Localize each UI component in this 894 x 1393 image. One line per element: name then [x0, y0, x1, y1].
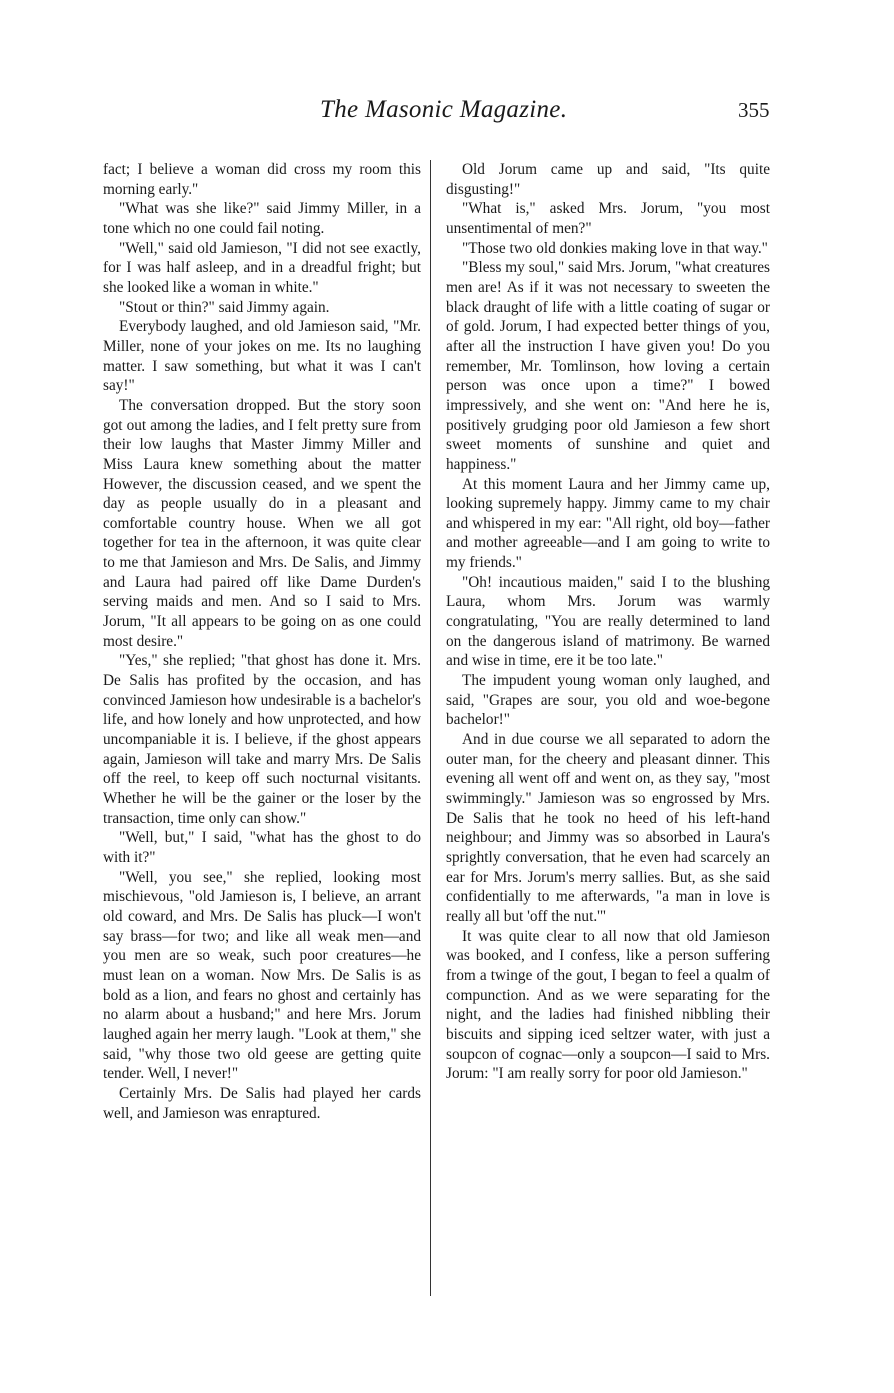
magazine-title: The Masonic Magazine.: [320, 96, 568, 123]
page-number: 355: [738, 98, 770, 122]
paragraph: Everybody laughed, and old Jamieson said, "Mr. Miller, none of your jokes on me. Its no laughing matter. I saw something, but what it was I can't say!": [103, 318, 421, 395]
paragraph: "Stout or thin?" said Jimmy again.: [119, 298, 330, 316]
paragraph: The impudent young woman only laughed, and said, "Grapes are sour, you old and woe-begone bachelor!": [446, 672, 770, 729]
paragraph: The conversation dropped. But the story soon got out among the ladies, and I felt pretty sure from their low laughs that Master Jimmy Miller and Miss Laura knew something about the matter However, the discussion ceased, and we spent the day as people usually do in a pleasant and comfortable country house. When we all got together for tea in the afternoon, it was quite clear to me that Jamieson and Mrs. De Salis, and Jimmy and Laura had paired off like Dame Durden's serving maids and men. And so I said to Mrs. Jorum, "It all appears to be going on as one could most desire.": [103, 396, 421, 650]
paragraph: "Yes," she replied; "that ghost has done it. Mrs. De Salis has profited by the occasion, and has convinced Jamieson how undesirable is a bachelor's life, and how lonely and how unprotected, and how uncompaniable it is. I believe, if the ghost appears again, Jamieson will take and marry Mrs. De Salis off the reel, to keep off such nocturnal visitants. Whether he will be the gainer or the loser by the transaction, time only can show.": [103, 652, 421, 827]
paragraph: "What was she like?" said Jimmy Miller, in a tone which no one could fail noting.: [103, 200, 421, 237]
paragraph: At this moment Laura and her Jimmy came up, looking supremely happy. Jimmy came to my chair and whispered in my ear: "All right, old boy—father and mother agreeable—and I am going to write to my friends.": [446, 475, 770, 572]
paragraph: "What is," asked Mrs. Jorum, "you most unsentimental of men?": [446, 200, 770, 237]
column-divider: [430, 160, 431, 1296]
left-column: [103, 160, 421, 1123]
paragraph: Certainly Mrs. De Salis had played her cards well, and Jamieson was enraptured.: [103, 1084, 421, 1122]
paragraph: Old Jorum came up and said, "Its quite disgusting!": [446, 161, 770, 198]
right-column: [446, 160, 770, 1084]
paragraph: "Well, you see," she replied, looking most mischievous, "old Jamieson is, I believe, an arrant old coward, and Mrs. De Salis has pluck—I won't say brass—for two; and like all weak men—and you men are so weak, such poor creatures—he must lean on a woman. Now Mrs. De Salis is as bold as a lion, and fears no ghost and certainly has no alarm about a husband;" and here Mrs. Jorum laughed again her merry laugh. "Look at them," she said, "why those two old geese are getting quite tender. Well, I never!": [103, 868, 421, 1083]
paragraph: "Those two old donkies making love in that way.": [462, 239, 768, 257]
paragraph: "Oh! incautious maiden," said I to the blushing Laura, whom Mrs. Jorum was warmly congratulating, "You are really determined to land on the dangerous island of matrimony. Be warned and wise in time, ere it be too late.": [446, 573, 770, 670]
paragraph: "Bless my soul," said Mrs. Jorum, "what creatures men are! As if it was not necessary to sweeten the black draught of life with a little coating of sugar or of gold. Jorum, I had expected better things of you, after all the instruction I have given you! Do you remember, Mr. Tomlinson, how loving a certain person was once upon a time?" I bowed impressively, and she went on: "And here he is, positively grudging poor old Jamieson a few short sweet moments of sunshine and quiet and happiness.": [446, 259, 770, 473]
running-header: [0, 96, 894, 136]
paragraph: And in due course we all separated to adorn the outer man, for the cheery and pleasant dinner. This evening all went off and went on, as they say, "most swimmingly." Jamieson was so engrossed by Mrs. De Salis that he took no heed of his left-hand neighbour; and Jimmy was so absorbed in Laura's sprightly conversation, that he even had scarcely an ear for Mrs. Jorum's merry sallies. But, as she said confidentially to me afterwards, "a man in love is really all but 'off the nut.'": [446, 731, 770, 925]
paragraph: "Well, but," I said, "what has the ghost to do with it?": [103, 829, 421, 866]
paragraph: It was quite clear to all now that old Jamieson was booked, and I confess, like a person suffering from a twinge of the gout, I began to feel a qualm of compunction. And as we were separating for the night, and the ladies had finished nibbling their biscuits and sipping iced seltzer water, with just a soupcon of cognac—only a soupcon—I said to Mrs. Jorum: "I am really sorry for poor old Jamieson.": [446, 927, 770, 1083]
paragraph: "Well," said old Jamieson, "I did not see exactly, for I was half asleep, and in a dreadful fright; but she looked like a woman in white.": [103, 239, 421, 296]
paragraph: fact; I believe a woman did cross my room this morning early.": [103, 161, 421, 198]
